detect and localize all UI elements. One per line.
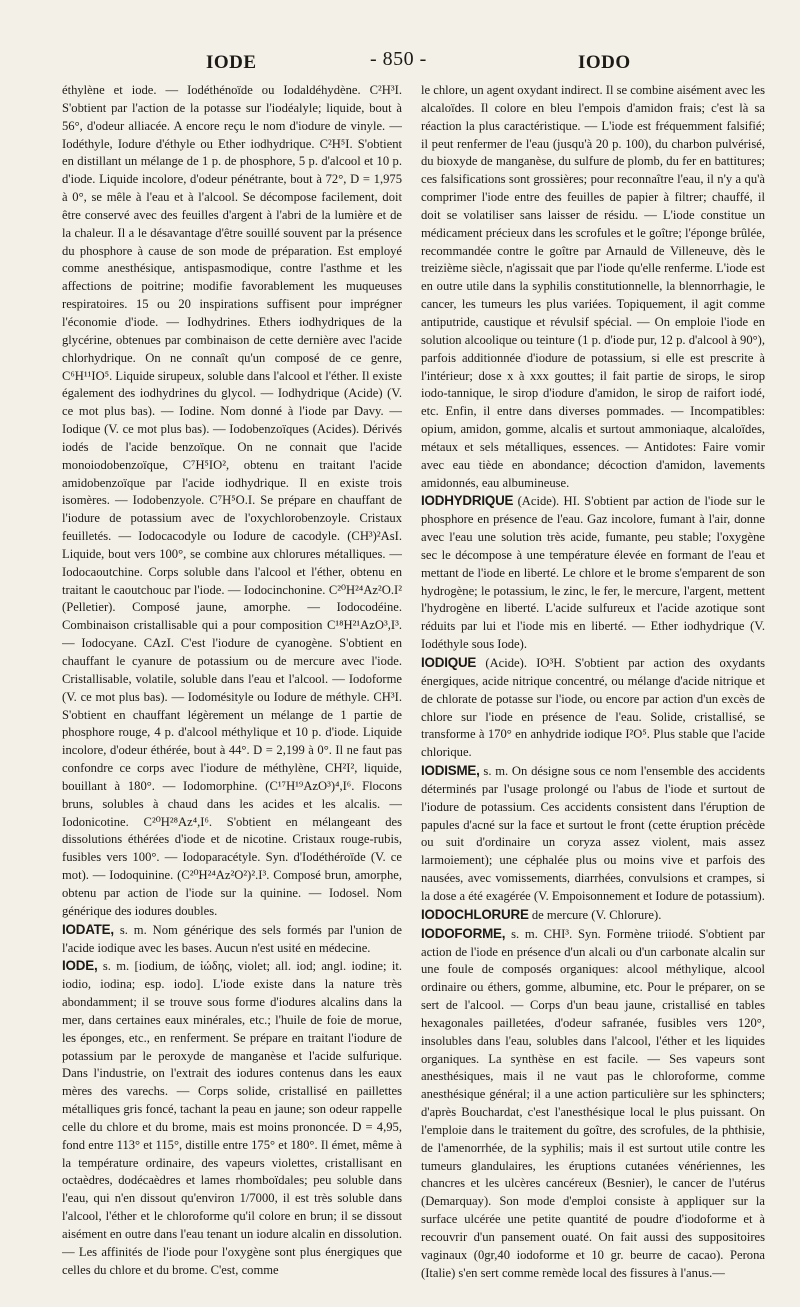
entry-iodate <box>62 921 402 958</box>
headword-iodate: IODATE, <box>62 921 114 937</box>
entry-iodate-text: s. m. Nom générique des sels formés par l'union de l'acide iodique avec les bases. Aucun n'est usité en médecine. <box>62 922 402 955</box>
entry-iode-end: le chlore, un agent oxydant indirect. Il se combine aisément avec les alcaloïdes. Il colore en bleu l'empois d'amidon frais; c'est là sa réaction la plus caractéristique. — L'iode est fréquemment falsifié; il peut renfermer de l'eau (jusqu'à 20 p. 100), du charbon pulvérisé, du bioxyde de manganèse, du sulfure de plomb, du fer en battitures; ces falsifications sont grossières; pour reconnaître l'eau, il n'y a qu'à comprimer l'iode entre des feuilles de papier à filtrer; chauffé, il doit se volatiliser sans laisser de résidu. — L'iode constitue un médicament précieux dans les scrofules et le goître; l'éponge brûlée, recommandée contre le goître par Arnauld de Villeneuve, dès le treizième siècle, n'agissait que par l'iode qu'elle renferme. L'iode est en outre utile dans la syphilis constitutionnelle, la blennorrhagie, le cancer, les tumeurs les plus variées. Topiquement, il agit comme antiputride, caustique et révulsif spécial. — On emploie l'iode en solution alcoolique ou teinture (1 p. d'iode pur, 12 p. d'alcool à 90°), parfois additionnée d'iodure de potassium, si elle est prescrite à l'intérieur; dose x à xxx gouttes; il fait partie de sirops, le sirop iodo-tannique, le sirop d'iodure d'amidon, le sirop de raifort iodé, etc. Enfin, il entre dans diverses pommades. — Incompatibles: opium, amidon, gomme, alcalis et surtout ammoniaque, alcaloïdes, métaux et sels métalliques, essences. — Antidotes: Faire vomir avec eau tiède en abondance; décoction d'amidon, lavements amidonnés, eau albumineuse. <box>421 83 765 490</box>
entry-iodoforme <box>421 925 765 1283</box>
page-number: - 850 - <box>370 48 427 70</box>
headword-iode: IODE, <box>62 958 98 974</box>
entry-iodique <box>421 654 765 762</box>
headword-iodochlorure: IODOCHLORURE <box>421 906 529 922</box>
entry-iodochlorure-text: de mercure (V. Chlorure). <box>528 907 662 922</box>
header-left-word: IODE <box>206 52 257 73</box>
entry-iodoforme-text: s. m. CHI³. Syn. Formène triiodé. S'obtient par action de l'iode en présence d'un alcali ou d'un carbonate alcalin sur une foule de composés organiques: alcool méthylique, alcool ordinaire ou éthers, gomme, albumine, etc. Pour le préparer, on se sert de l'alcool. — Corps d'un beau jaune, cristallisé en tables hexagonales pailletées, d'odeur safranée, fusibles vers 120°, insolubles dans l'eau, solubles dans l'alcool, l'éther et les liquides organiques. La synthèse en est facile. — Ses vapeurs sont anesthésiques, mais il ne vaut pas le chloroforme, comme anesthésique général; il a une action particulière sur les sphincters; d'après Bouchardat, c'est l'anesthésique local le plus puissant. On l'emploie dans le traitement du goître, des scrofules, de la phthisie, de l'amenorrhée, de la syphilis; mais il est surtout utile contre les tumeurs glandulaires, les éruptions cutanées vénériennes, les chancres et les ulcères cancéreux (Besnier), le cancer de l'utérus (Demarquay). Son mode d'emploi consiste à appliquer sur la surface ulcérée une petite quantité de poudre d'iodoforme et à recouvrir d'un pansement ouaté. On fait aussi des suppositoires vaginaux (0gr,40 iodoforme et 10 gr. beurre de cacao). Perona (Italie) s'en sert comme remède local des fissures à l'anus.— <box>421 926 765 1280</box>
entry-iodochlorure <box>421 906 765 925</box>
running-header <box>0 48 800 82</box>
entry-iodisme-text: s. m. On désigne sous ce nom l'ensemble des accidents déterminés par l'usage prolongé ou l'abus de l'iode et surtout de l'iodure de potassium. Ces accidents consistent dans l'éruption de papules d'acné sur la face et surtout le front (cette éruption précède ou suit d'ordinaire un coryza assez violent, mais assez larmoiement); une céphalée plus ou moins vive et parfois des nausées, avec vomissements, diarrhées, convulsions et crampes, si la dose a été exagérée (V. Empoisonnement et Iodure de potassium). <box>421 764 765 903</box>
left-column <box>62 82 402 1294</box>
entry-iode <box>62 957 402 1279</box>
entry-iodhydrique-text: (Acide). HI. S'obtient par action de l'iode sur le phosphore en présence de l'eau. Gaz incolore, fumant à l'air, donne avec l'eau une solution très acide, fumante, peu stable; l'oxygène sec le décompose à une température élevée en formant de l'eau et mettant de l'iode en liberté. Le chlore et le brome s'emparent de son hydrogène; le potassium, le zinc, le fer, le mercure, l'argent, mettent l'hydrogène en liberté. L'acide sulfureux et l'acide azotique sont réduits par lui et l'iode mis en liberté. — Ether iodhydrique (V. Iodéthyle sous Iode). <box>421 494 765 652</box>
entry-iodique-text: (Acide). IO³H. S'obtient par action des oxydants énergiques, acide nitrique concentré, ou mélange d'acide nitrique et de chlorate de potasse sur l'iode, ou encore par action d'un excès de chlore sur l'iode en présence de l'eau. Solide, cristallisé, se transforme à 170° en anhydride iodique I²O⁵. Plus stable que l'acide chlorique. <box>421 656 765 760</box>
headword-iodhydrique: IODHYDRIQUE <box>421 493 514 509</box>
entry-iodisme <box>421 762 765 906</box>
headword-iodisme: IODISME, <box>421 763 480 779</box>
right-column <box>421 82 765 1294</box>
headword-iodoforme: IODOFORME, <box>421 925 506 941</box>
entry-iode-text: s. m. [iodium, de ἰώδης, violet; all. iod; angl. iodine; it. iodio, iodina; esp. iodo]. L'iode existe dans la nature très abondamment; il se trouve sous forme d'iodures alcalins dans la mer, dans certaines eaux minérales, etc.; l'huile de foie de morue, les éponges, etc., en renferment. Se prépare en traitant l'iodure de potassium par le peroxyde de manganèse et l'acide sulfurique. Dans l'industrie, on l'extrait des iodures contenus dans les eaux mères des varechs. — Corps solide, cristallisé en paillettes métalliques gris foncé, tachant la peau en jaune; son odeur rappelle celle du chlore et du brome, mais est moins prononcée. D = 4,95, fond entre 113° et 115°, distille entre 175° et 180°. Il émet, même à la température ordinaire, des vapeurs violettes, cristallisant en octaèdres, dodécaèdres et lames rhomboïdales; peu soluble dans l'eau, qui n'en dissout qu'environ 1/7000, il est très soluble dans l'alcool, l'éther et le chloroforme qu'il colore en brun; il se dissout aisément en outre dans l'eau tenant un iodure alcalin en dissolution. — Les affinités de l'iode pour l'oxygène sont plus énergiques que celles du chlore et du brome. C'est, comme <box>62 959 402 1277</box>
headword-iodique: IODIQUE <box>421 655 477 670</box>
header-right-word: IODO <box>578 52 631 73</box>
entry-iodhydrique <box>421 492 765 654</box>
entry-iode-continuation: éthylène et iode. — Iodéthénoïde ou Iodaldéhydène. C²H³I. S'obtient par l'action de la potasse sur l'iodéalyle; liquide, bout à 56°, d'odeur alliacée. A encore reçu le nom d'iodure de vinyle. — Iodéthyle, Iodure d'éthyle ou Ether iodhydrique. C²H⁵I. S'obtient en distillant un mélange de 1 p. de phosphore, 5 p. d'alcool et 10 p. d'iode. Liquide incolore, d'odeur pénétrante, bout à 72°, D = 1,975 à 0°, se mêle à l'eau et à l'alcool. Se décompose facilement, doit être conservé avec des feuilles d'argent à l'abri de la lumière et de la chaleur. Il a le désavantage d'être souillé souvent par la présence du phosphore à cause de son mode de préparation. Est employé comme anesthésique, antispasmodique, contre l'asthme et les affections de poitrine; modifie favorablement les muqueuses respiratoires. 15 ou 20 inspirations suffisent pour imprégner l'économie d'iode. — Iodhydrines. Ethers iodhydriques de la glycérine, obtenues par combinaison de cette dernière avec l'acide chlorhydrique. On ne connaît qu'un composé de ce genre, C⁶H¹¹IO⁵. Liquide sirupeux, soluble dans l'alcool et l'éther. Il existe également des iodhydrines du glycol. — Iodhydrique (Acide) (V. ce mot plus bas). — Iodine. Nom donné à l'iode par Davy. — Iodique (V. ce mot plus bas). — Iodobenzoïques (Acides). Dérivés iodés de l'acide benzoïque. On ne connait que l'acide monoiodobenzoïque, C⁷H⁵IO², obtenu en traitant l'acide amidobenzoïque par l'acide iodhydrique. Il en existe trois isomères. — Iodobenzyole. C⁷H⁵O.I. Se prépare en chauffant de l'iodure de potassium avec de l'oxychlorobenzoyle. Cristaux feuilletés. — Iodocacodyle ou Iodure de cacodyle. (CH³)²AsI. Liquide, bout vers 100°, se combine aux chlorures métalliques. — Iodocaoutchine. Corps soluble dans l'alcool et l'éther, obtenu en traitant le caoutchouc par l'iode. — Iodocinchonine. C²⁰H²⁴Az²O.I² (Pelletier). Composé jaune, amorphe. — Iodocodéine. Combinaison cristallisable qui a pour composition C¹⁸H²¹AzO³,I³. — Iodocyane. CAzI. C'est l'iodure de cyanogène. S'obtient en chauffant le cyanure de potassium ou de mercure avec l'iode. Cristallisable, volatile, soluble dans l'eau et l'alcool. — Iodoforme (V. ce mot plus bas). — Iodomésityle ou Iodure de méthyle. CH³I. S'obtient en chauffant légèrement un mélange de 1 partie de phosphore rouge, 4 p. d'alcool méthylique et 10 p. d'iode. Liquide incolore, d'odeur éthérée, bout à 44°. D = 2,199 à 0°. Il ne faut pas confondre ce corps avec l'iodure de méthylène, CH²I², liquide, bouillant à 180°. — Iodomorphine. (C¹⁷H¹⁹AzO³)⁴,I⁶. Flocons bruns, solubles à chaud dans les acides et les alcalis. — Iodonicotine. C²⁰H²⁸Az⁴,I⁶. S'obtient en mélangeant des dissolutions éthérées d'iode et de nicotine. Cristaux rouge-rubis, fusibles vers 100°. — Iodoparacétyle. Syn. d'Iodéthéroïde (V. ce mot). — Iodoquinine. (C²⁰H²⁴Az²O²)².I³. Composé brun, amorphe, obtenu par action de l'iode sur la quinine. — Iodosel. Nom générique des iodures doubles. <box>62 83 402 918</box>
